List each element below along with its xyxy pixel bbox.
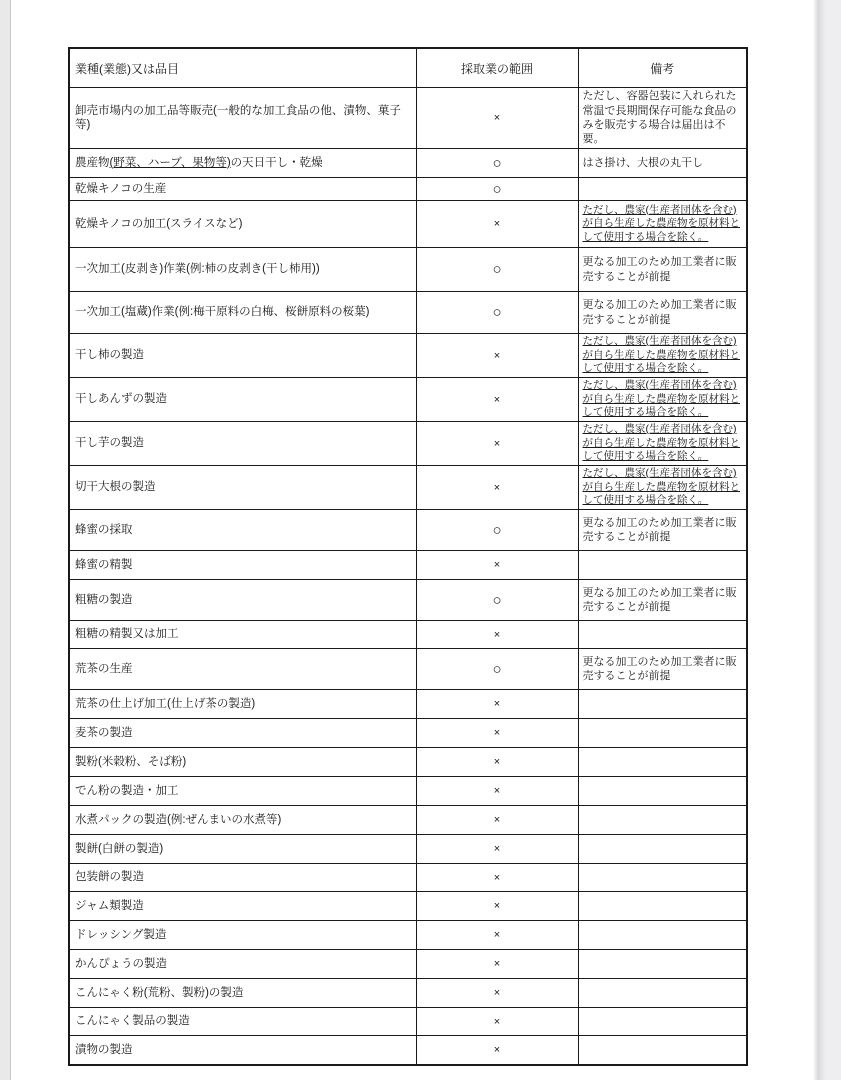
- item-text: でん粉の製造・加工: [75, 784, 179, 797]
- item-text: 粗糖の製造: [75, 593, 133, 606]
- industry-scope-table: [68, 47, 748, 1066]
- scope-mark-cell: ×: [416, 422, 578, 466]
- item-text: 粗糖の精製又は加工: [75, 628, 179, 641]
- remark-cell: [578, 178, 747, 201]
- remark-cell: [578, 892, 747, 921]
- item-cell: [69, 422, 416, 466]
- item-cell: [69, 149, 416, 178]
- remark-cell: [578, 292, 747, 334]
- item-text: 製餅(白餅の製造): [75, 842, 164, 855]
- table-row: [69, 466, 747, 510]
- remark-text: 更なる加工のため加工業者に販売することが前提: [582, 586, 737, 613]
- scope-mark-cell: ○: [416, 649, 578, 690]
- item-text: 卸売市場内の加工品等販売(一般的な加工食品の他、漬物、菓子等): [75, 104, 401, 131]
- item-text: かんぴょうの製造: [75, 957, 167, 970]
- remark-cell: [578, 979, 747, 1008]
- remark-text-underlined: ただし、農家(生産者団体を含む)が自ら生産した農産物を原材料として使用する場合を除く。: [582, 467, 740, 507]
- item-text: 干しあんずの製造: [75, 393, 167, 406]
- item-text: ジャム類製造: [75, 899, 144, 912]
- remark-cell: [578, 201, 747, 248]
- item-cell: [69, 1008, 416, 1036]
- remark-cell: [578, 950, 747, 979]
- remark-cell: [578, 149, 747, 178]
- remark-text: ただし、容器包装に入れられた常温で長期間保存可能な食品のみを販売する場合は届出は不要。: [582, 90, 737, 146]
- remark-text: 更なる加工のため加工業者に販売することが前提: [582, 256, 737, 283]
- table-row: [69, 719, 747, 748]
- table-row: [69, 178, 747, 201]
- table-row: [69, 748, 747, 777]
- scope-mark-cell: ×: [416, 719, 578, 748]
- scope-mark-cell: ×: [416, 864, 578, 892]
- item-cell: [69, 748, 416, 777]
- scope-mark-cell: ×: [416, 466, 578, 510]
- scope-mark-cell: ×: [416, 690, 578, 719]
- header-row: [69, 48, 747, 88]
- item-cell: [69, 551, 416, 580]
- remark-cell: [578, 777, 747, 806]
- item-text: 製粉(米穀粉、そば粉): [75, 755, 187, 768]
- scope-mark-cell: ×: [416, 378, 578, 422]
- scope-mark-cell: ×: [416, 334, 578, 378]
- item-cell: [69, 1036, 416, 1066]
- remark-text: はさ掛け、大根の丸干し: [582, 156, 704, 169]
- item-text: 包装餅の製造: [75, 871, 144, 884]
- item-cell: [69, 292, 416, 334]
- remark-text-underlined: ただし、農家(生産者団体を含む)が自ら生産した農産物を原材料として使用する場合を除く。: [582, 203, 740, 243]
- item-cell: [69, 649, 416, 690]
- table-row: [69, 777, 747, 806]
- scope-mark-cell: ×: [416, 979, 578, 1008]
- item-text-underlined: (野菜、ハーブ、果物等): [109, 156, 231, 169]
- scope-mark-cell: ×: [416, 950, 578, 979]
- scope-mark-cell: ×: [416, 748, 578, 777]
- page-left-margin: [0, 0, 11, 1080]
- item-cell: [69, 466, 416, 510]
- item-cell: [69, 248, 416, 292]
- item-text: 荒茶の生産: [75, 662, 133, 675]
- remark-cell: [578, 690, 747, 719]
- remark-cell: [578, 334, 747, 378]
- item-text: こんにゃく製品の製造: [75, 1015, 190, 1028]
- remark-cell: [578, 88, 747, 149]
- item-cell: [69, 378, 416, 422]
- header-remarks: 備考: [578, 48, 747, 88]
- header-collection-scope: 採取業の範囲: [416, 48, 578, 88]
- remark-cell: [578, 864, 747, 892]
- item-cell: [69, 580, 416, 621]
- scope-mark-cell: ×: [416, 1008, 578, 1036]
- item-text: 切干大根の製造: [75, 481, 156, 494]
- table-row: [69, 334, 747, 378]
- item-text: 蜂蜜の採取: [75, 523, 133, 536]
- table-body: [69, 88, 747, 1066]
- item-cell: [69, 892, 416, 921]
- item-text: 水煮パックの製造(例:ぜんまいの水煮等): [75, 813, 282, 826]
- item-cell: [69, 835, 416, 864]
- table-row: [69, 864, 747, 892]
- table-row: [69, 649, 747, 690]
- scope-mark-cell: ×: [416, 777, 578, 806]
- table-row: [69, 979, 747, 1008]
- item-cell: [69, 621, 416, 649]
- table-row: [69, 690, 747, 719]
- scope-mark-cell: ×: [416, 551, 578, 580]
- table-row: [69, 950, 747, 979]
- table-row: [69, 378, 747, 422]
- item-cell: [69, 178, 416, 201]
- item-text: こんにゃく粉(荒粉、製粉)の製造: [75, 986, 244, 999]
- industry-scope-table-container: [68, 47, 746, 1066]
- remark-cell: [578, 719, 747, 748]
- item-text: 乾燥キノコの加工(スライスなど): [75, 217, 243, 230]
- scope-mark-cell: ○: [416, 510, 578, 551]
- remark-text-underlined: ただし、農家(生産者団体を含む)が自ら生産した農産物を原材料として使用する場合を除く。: [582, 335, 740, 375]
- item-cell: [69, 777, 416, 806]
- table-row: [69, 892, 747, 921]
- table-row: [69, 551, 747, 580]
- table-row: [69, 422, 747, 466]
- remark-cell: [578, 378, 747, 422]
- item-cell: [69, 806, 416, 835]
- scope-mark-cell: ○: [416, 149, 578, 178]
- item-text: 農産物: [75, 156, 110, 169]
- scope-mark-cell: ○: [416, 292, 578, 334]
- remark-text: 更なる加工のため加工業者に販売することが前提: [582, 655, 737, 682]
- table-row: [69, 806, 747, 835]
- scope-mark-cell: ○: [416, 248, 578, 292]
- scope-mark-cell: ○: [416, 178, 578, 201]
- remark-cell: [578, 248, 747, 292]
- remark-cell: [578, 422, 747, 466]
- remark-cell: [578, 466, 747, 510]
- table-row: [69, 621, 747, 649]
- item-cell: [69, 921, 416, 950]
- remark-cell: [578, 510, 747, 551]
- remark-cell: [578, 580, 747, 621]
- item-text: 蜂蜜の精製: [75, 558, 133, 571]
- item-text: ドレッシング製造: [75, 928, 167, 941]
- header-industry-item: 業種(業態)又は品目: [69, 48, 416, 88]
- item-text: の天日干し・乾燥: [230, 156, 323, 169]
- item-text: 荒茶の仕上げ加工(仕上げ茶の製造): [75, 697, 256, 710]
- item-cell: [69, 510, 416, 551]
- item-cell: [69, 201, 416, 248]
- table-row: [69, 149, 747, 178]
- remark-text: 更なる加工のため加工業者に販売することが前提: [582, 516, 737, 543]
- item-cell: [69, 950, 416, 979]
- item-cell: [69, 719, 416, 748]
- table-row: [69, 88, 747, 149]
- item-text: 一次加工(皮剥き)作業(例:柿の皮剥き(干し柿用)): [75, 263, 320, 276]
- table-row: [69, 201, 747, 248]
- table-row: [69, 921, 747, 950]
- scope-mark-cell: ×: [416, 201, 578, 248]
- remark-cell: [578, 748, 747, 777]
- item-cell: [69, 979, 416, 1008]
- table-row: [69, 1036, 747, 1066]
- item-cell: [69, 88, 416, 149]
- table-row: [69, 510, 747, 551]
- scope-mark-cell: ×: [416, 806, 578, 835]
- table-row: [69, 580, 747, 621]
- table-row: [69, 835, 747, 864]
- scope-mark-cell: ×: [416, 88, 578, 149]
- remark-text: 更なる加工のため加工業者に販売することが前提: [582, 299, 737, 326]
- item-cell: [69, 334, 416, 378]
- item-text: 一次加工(塩蔵)作業(例:梅干原料の白梅、桜餅原料の桜葉): [75, 306, 370, 319]
- scope-mark-cell: ×: [416, 1036, 578, 1066]
- scope-mark-cell: ×: [416, 892, 578, 921]
- remark-text-underlined: ただし、農家(生産者団体を含む)が自ら生産した農産物を原材料として使用する場合を除く。: [582, 423, 740, 463]
- remark-cell: [578, 806, 747, 835]
- item-text: 漬物の製造: [75, 1043, 133, 1056]
- remark-cell: [578, 621, 747, 649]
- item-text: 干し柿の製造: [75, 349, 144, 362]
- scope-mark-cell: ×: [416, 921, 578, 950]
- page-right-margin: [813, 0, 841, 1080]
- scope-mark-cell: ×: [416, 621, 578, 649]
- scope-mark-cell: ×: [416, 835, 578, 864]
- remark-cell: [578, 649, 747, 690]
- remark-text-underlined: ただし、農家(生産者団体を含む)が自ら生産した農産物を原材料として使用する場合を除く。: [582, 379, 740, 419]
- item-cell: [69, 864, 416, 892]
- table-row: [69, 292, 747, 334]
- item-text: 乾燥キノコの生産: [75, 182, 167, 195]
- remark-cell: [578, 921, 747, 950]
- table-row: [69, 1008, 747, 1036]
- scope-mark-cell: ○: [416, 580, 578, 621]
- remark-cell: [578, 1036, 747, 1066]
- item-text: 干し芋の製造: [75, 437, 144, 450]
- remark-cell: [578, 835, 747, 864]
- remark-cell: [578, 551, 747, 580]
- item-text: 麦茶の製造: [75, 726, 133, 739]
- table-row: [69, 248, 747, 292]
- item-cell: [69, 690, 416, 719]
- remark-cell: [578, 1008, 747, 1036]
